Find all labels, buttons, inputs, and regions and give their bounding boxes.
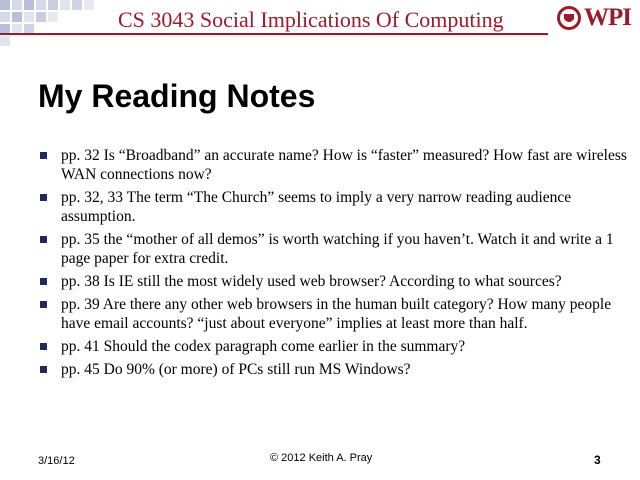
- reading-notes-list: [38, 146, 628, 383]
- course-title: CS 3043 Social Implications Of Computing: [118, 7, 504, 32]
- list-item: [38, 188, 628, 226]
- list-item: [38, 360, 628, 379]
- list-item: [38, 230, 628, 268]
- page-number: 3: [594, 453, 601, 467]
- bullet-text: pp. 45 Do 90% (or more) of PCs still run MS Windows?: [61, 361, 411, 378]
- slide-title: My Reading Notes: [38, 78, 316, 114]
- bullet-text: pp. 39 Are there any other web browsers in the human built category? How many people have email accounts? “just about everyone” implies at least more than half.: [61, 296, 612, 332]
- square-bullet-icon: [40, 236, 47, 243]
- list-item: [38, 295, 628, 333]
- header-divider: [0, 33, 548, 35]
- bullet-text: pp. 41 Should the codex paragraph come earlier in the summary?: [61, 338, 466, 355]
- list-item: [38, 272, 628, 291]
- square-bullet-icon: [40, 278, 47, 285]
- bullet-text: pp. 32 Is “Broadband” an accurate name? How is “faster” measured? How fast are wireless WAN connections now?: [61, 147, 627, 183]
- bullet-text: pp. 38 Is IE still the most widely used web browser? According to what sources?: [61, 273, 562, 290]
- footer-copyright: © 2012 Keith A. Pray: [270, 452, 373, 464]
- bullet-text: pp. 32, 33 The term “The Church” seems to imply a very narrow reading audience assumption.: [61, 189, 572, 225]
- square-bullet-icon: [40, 152, 47, 159]
- logo-text: WPI: [584, 4, 631, 31]
- list-item: [38, 146, 628, 184]
- square-bullet-icon: [40, 194, 47, 201]
- seal-icon: [556, 5, 582, 31]
- corner-decoration: [0, 0, 110, 50]
- square-bullet-icon: [40, 301, 47, 308]
- bullet-text: pp. 35 the “mother of all demos” is worth watching if you haven’t. Watch it and write a 1 page paper for extra credit.: [61, 231, 614, 267]
- wpi-logo: [556, 4, 631, 32]
- square-bullet-icon: [40, 343, 47, 350]
- list-item: [38, 337, 628, 356]
- square-bullet-icon: [40, 366, 47, 373]
- footer-date: 3/16/12: [38, 455, 75, 467]
